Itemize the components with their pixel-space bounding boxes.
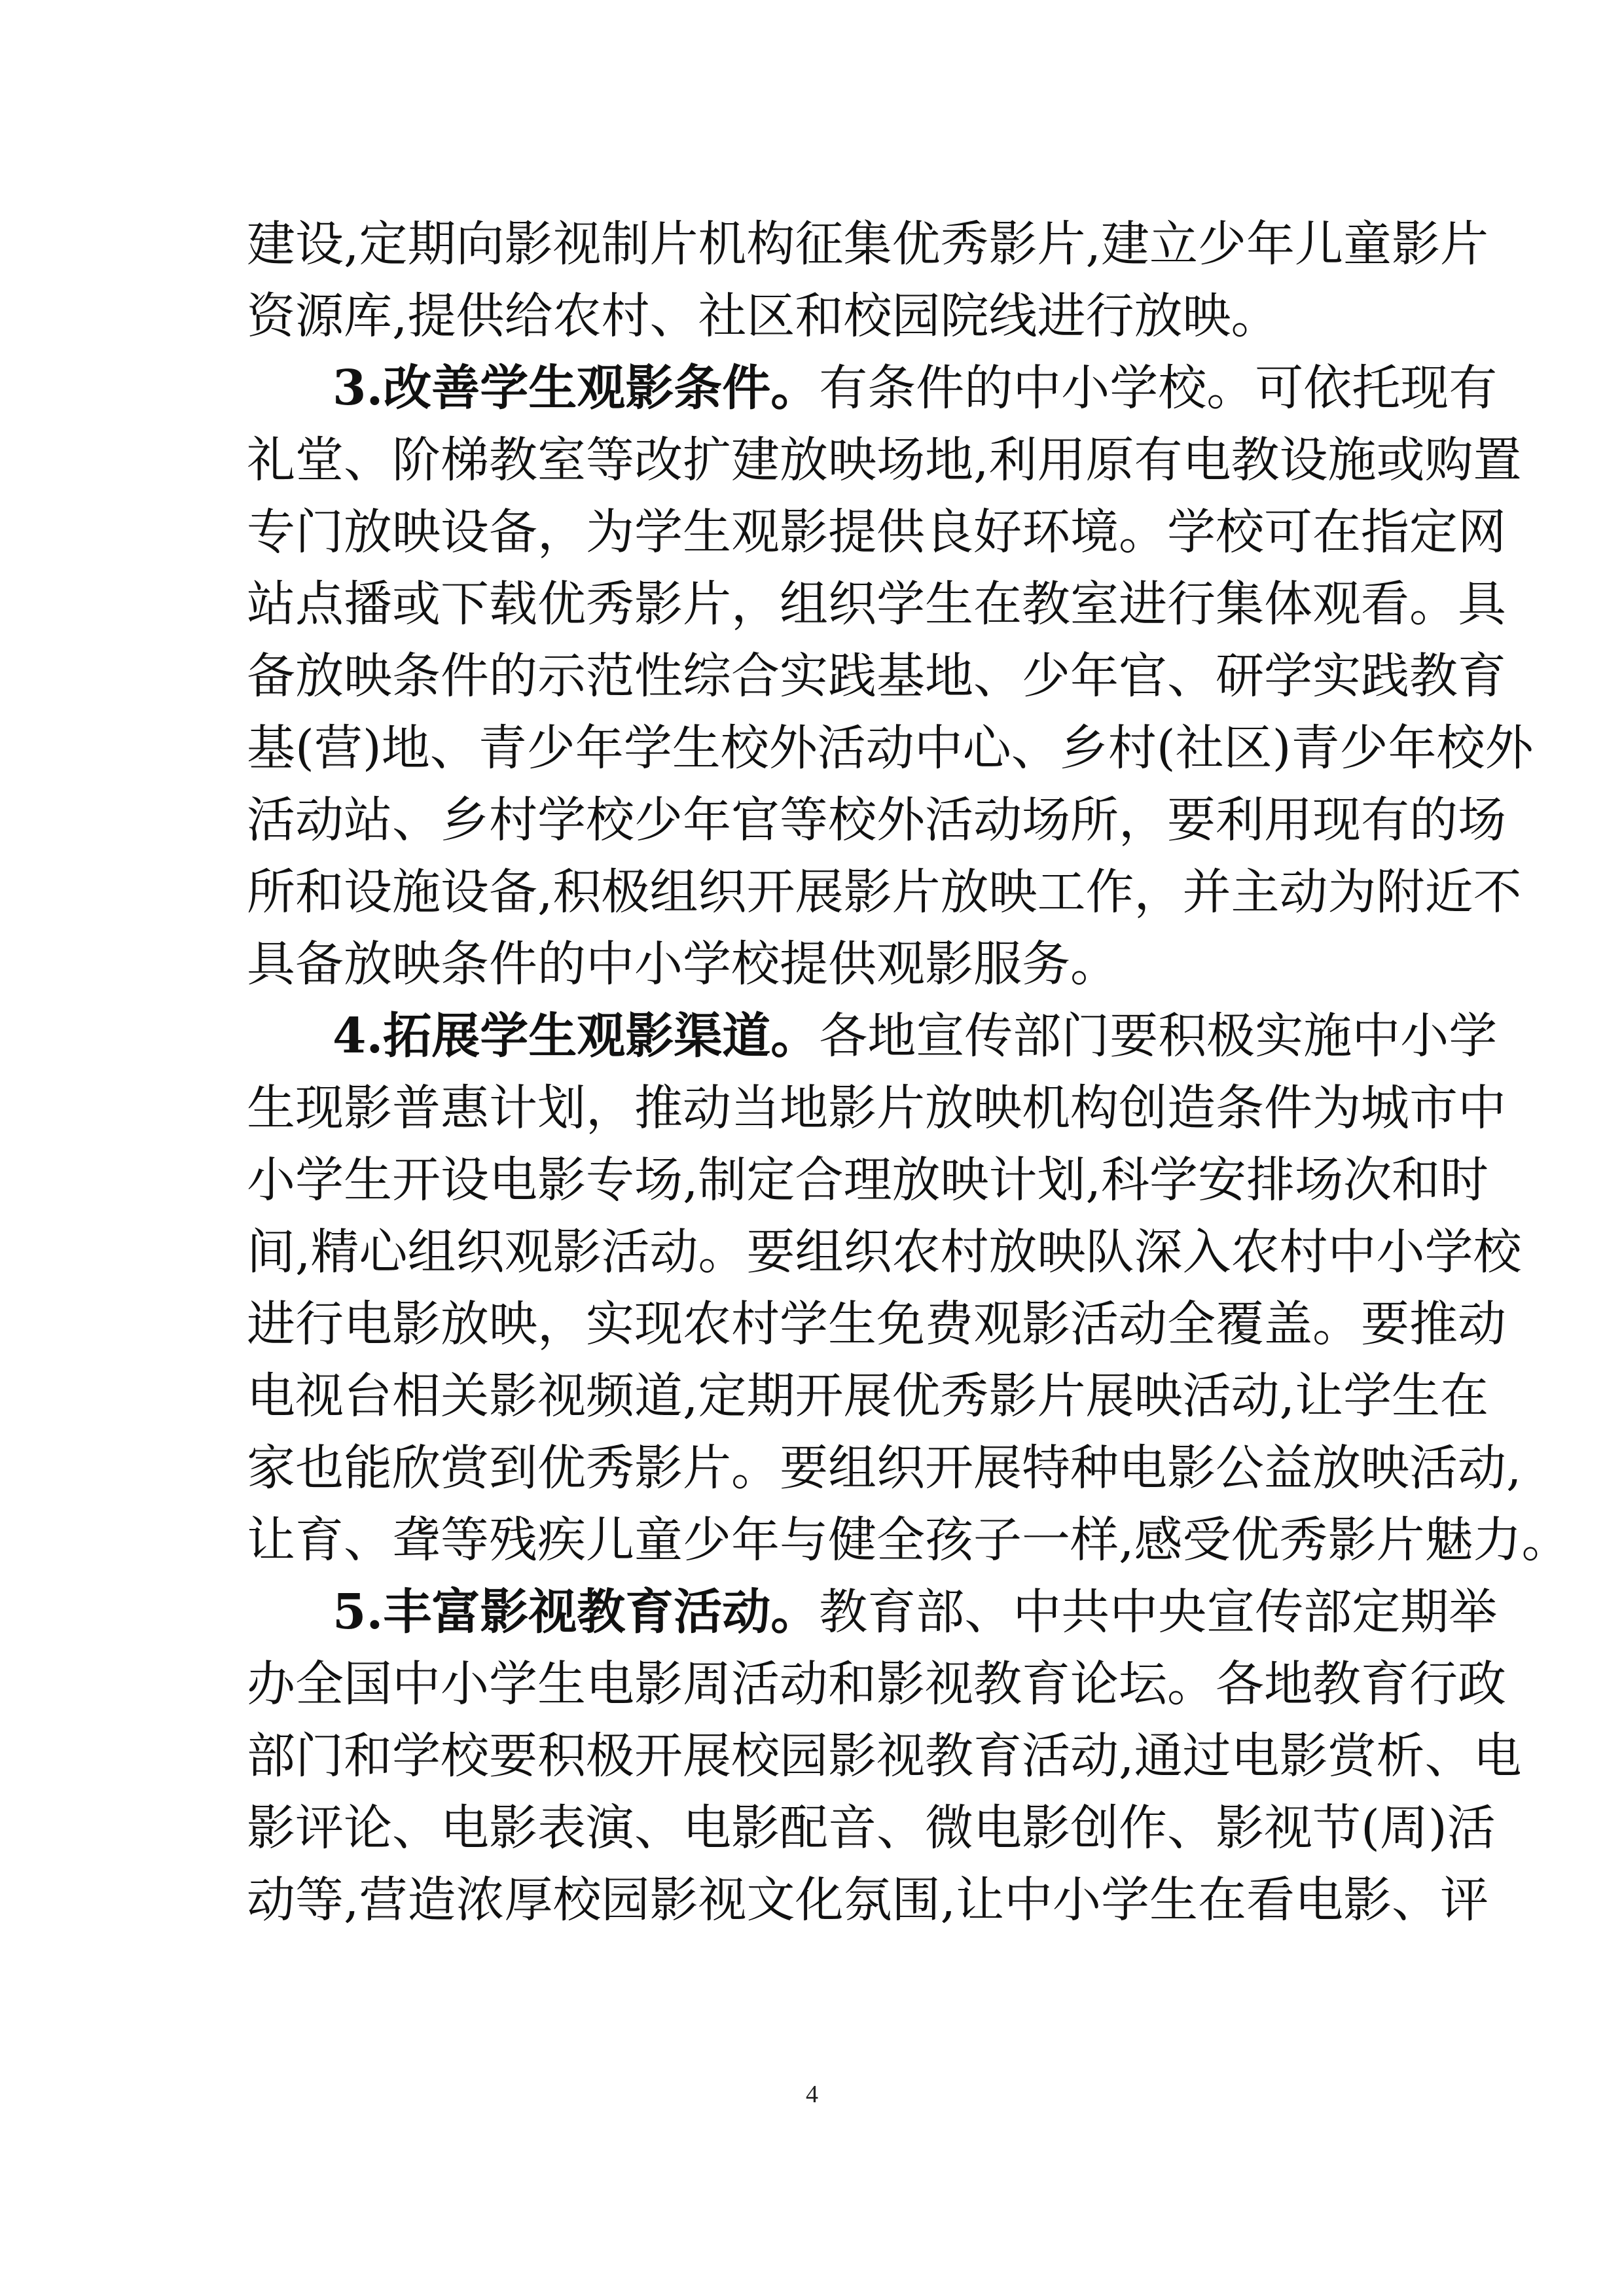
paragraph-line: 建设,定期向影视制片机构征集优秀影片,建立少年儿童影片	[247, 216, 1489, 272]
paragraph-line: 办全国中小学生电影周活动和影视教育论坛。各地教育行政	[247, 1656, 1506, 1712]
paragraph-line: 备放映条件的示范性综合实践基地、少年官、研学实践教育	[247, 648, 1506, 704]
paragraph-line: 部门和学校要积极开展校园影视教育活动,通过电影赏析、电	[247, 1728, 1522, 1784]
paragraph-line: 所和设施设备,积极组织开展影片放映工作，并主动为附近不	[247, 864, 1522, 920]
paragraph-line: 活动站、乡村学校少年官等校外活动场所，要利用现有的场	[247, 792, 1506, 848]
paragraph-line: 进行电影放映，实现农村学生免费观影活动全覆盖。要推动	[247, 1296, 1506, 1352]
paragraph-text: 教育部、中共中央宣传部定期举	[819, 1584, 1498, 1640]
paragraph-line: 礼堂、阶梯教室等改扩建放映场地,利用原有电教设施或购置	[247, 432, 1522, 488]
paragraph-line: 家也能欣赏到优秀影片。要组织开展特种电影公益放映活动,	[247, 1440, 1522, 1496]
paragraph-line: 电视台相关影视频道,定期开展优秀影片展映活动,让学生在	[247, 1368, 1489, 1424]
paragraph-line: 影评论、电影表演、电影配音、微电影创作、影视节(周)活	[247, 1800, 1496, 1856]
section-4-line	[333, 1000, 1498, 1072]
page-number: 4	[806, 2081, 818, 2108]
paragraph-line: 动等,营造浓厚校园影视文化氛围,让中小学生在看电影、评	[247, 1872, 1489, 1928]
section-3-line	[333, 352, 1498, 424]
paragraph-text: 有条件的中小学校。可依托现有	[819, 360, 1498, 416]
paragraph-line: 专门放映设备，为学生观影提供良好环境。学校可在指定网	[247, 504, 1506, 560]
paragraph-line: 生现影普惠计划，推动当地影片放映机构创造条件为城市中	[247, 1080, 1506, 1136]
paragraph-line: 站点播或下载优秀影片，组织学生在教室进行集体观看。具	[247, 576, 1506, 632]
paragraph-line: 资源库,提供给农村、社区和校园院线进行放映。	[247, 288, 1280, 344]
section-heading-4: 4.拓展学生观影渠道。	[333, 1008, 820, 1064]
section-heading-3: 3.改善学生观影条件。	[333, 360, 820, 416]
paragraph-line: 基(营)地、青少年学生校外活动中心、乡村(社区)青少年校外	[247, 720, 1534, 776]
section-5-line	[333, 1576, 1498, 1648]
section-heading-5: 5.丰富影视教育活动。	[333, 1584, 820, 1640]
paragraph-line: 小学生开设电影专场,制定合理放映计划,科学安排场次和时	[247, 1152, 1489, 1208]
paragraph-line: 让育、聋等残疾儿童少年与健全孩子一样,感受优秀影片魅力。	[247, 1512, 1570, 1568]
paragraph-line: 间,精心组织观影活动。要组织农村放映队深入农村中小学校	[247, 1224, 1522, 1280]
paragraph-text: 各地宣传部门要积极实施中小学	[819, 1008, 1498, 1064]
paragraph-line: 具备放映条件的中小学校提供观影服务。	[247, 936, 1119, 992]
